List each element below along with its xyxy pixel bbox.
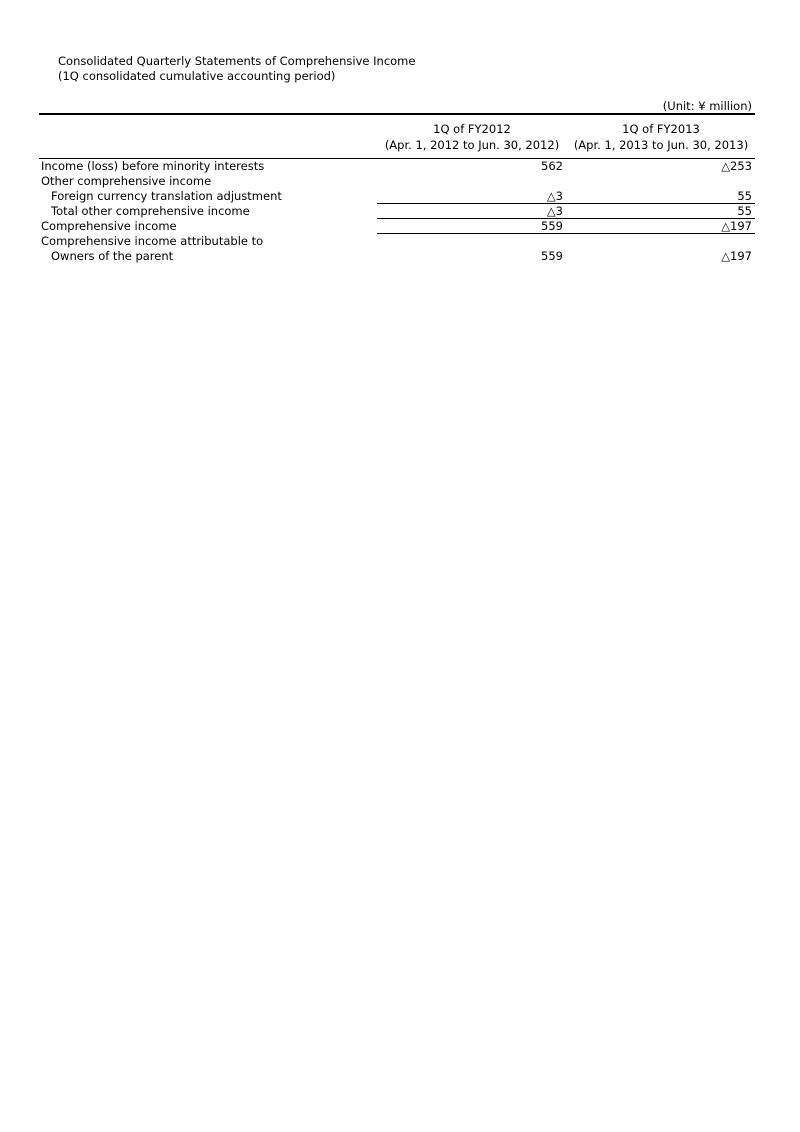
column-header-fy2013-period: (Apr. 1, 2013 to Jun. 30, 2013) [573, 138, 749, 152]
column-header-fy2012 [382, 121, 562, 153]
value-fy2012: 559 [541, 219, 563, 233]
table-row [0, 249, 800, 264]
column-header-fy2012-label: 1Q of FY2012 [433, 122, 511, 136]
column-header-fy2012-period: (Apr. 1, 2012 to Jun. 30, 2012) [384, 138, 560, 152]
row-label: Income (loss) before minority interests [41, 159, 265, 173]
row-label: Comprehensive income [41, 219, 177, 233]
table-row [0, 219, 800, 234]
value-fy2013: 55 [737, 189, 752, 203]
row-label: Foreign currency translation adjustment [51, 189, 282, 203]
unit-note: (Unit: ¥ million) [662, 99, 752, 113]
table-row [0, 189, 800, 204]
row-label: Total other comprehensive income [51, 204, 250, 218]
table-row [0, 159, 800, 174]
row-label: Other comprehensive income [41, 174, 212, 188]
column-header-fy2013 [570, 121, 752, 153]
statement-title: Consolidated Quarterly Statements of Comprehensive Income [58, 54, 416, 68]
value-fy2012: 562 [541, 159, 563, 173]
value-fy2012: △3 [546, 204, 563, 218]
table-row [0, 234, 800, 249]
table-top-rule [39, 113, 755, 115]
row-label: Owners of the parent [51, 249, 174, 263]
value-fy2013: △197 [721, 219, 752, 233]
value-fy2012: 559 [541, 249, 563, 263]
value-fy2013: △197 [721, 249, 752, 263]
value-fy2013: 55 [737, 204, 752, 218]
statement-subtitle: (1Q consolidated cumulative accounting period) [58, 69, 336, 83]
row-label: Comprehensive income attributable to [41, 234, 264, 248]
table-row [0, 204, 800, 219]
table-row [0, 174, 800, 189]
value-fy2013: △253 [721, 159, 752, 173]
column-header-fy2013-label: 1Q of FY2013 [622, 122, 700, 136]
value-fy2012: △3 [546, 189, 563, 203]
